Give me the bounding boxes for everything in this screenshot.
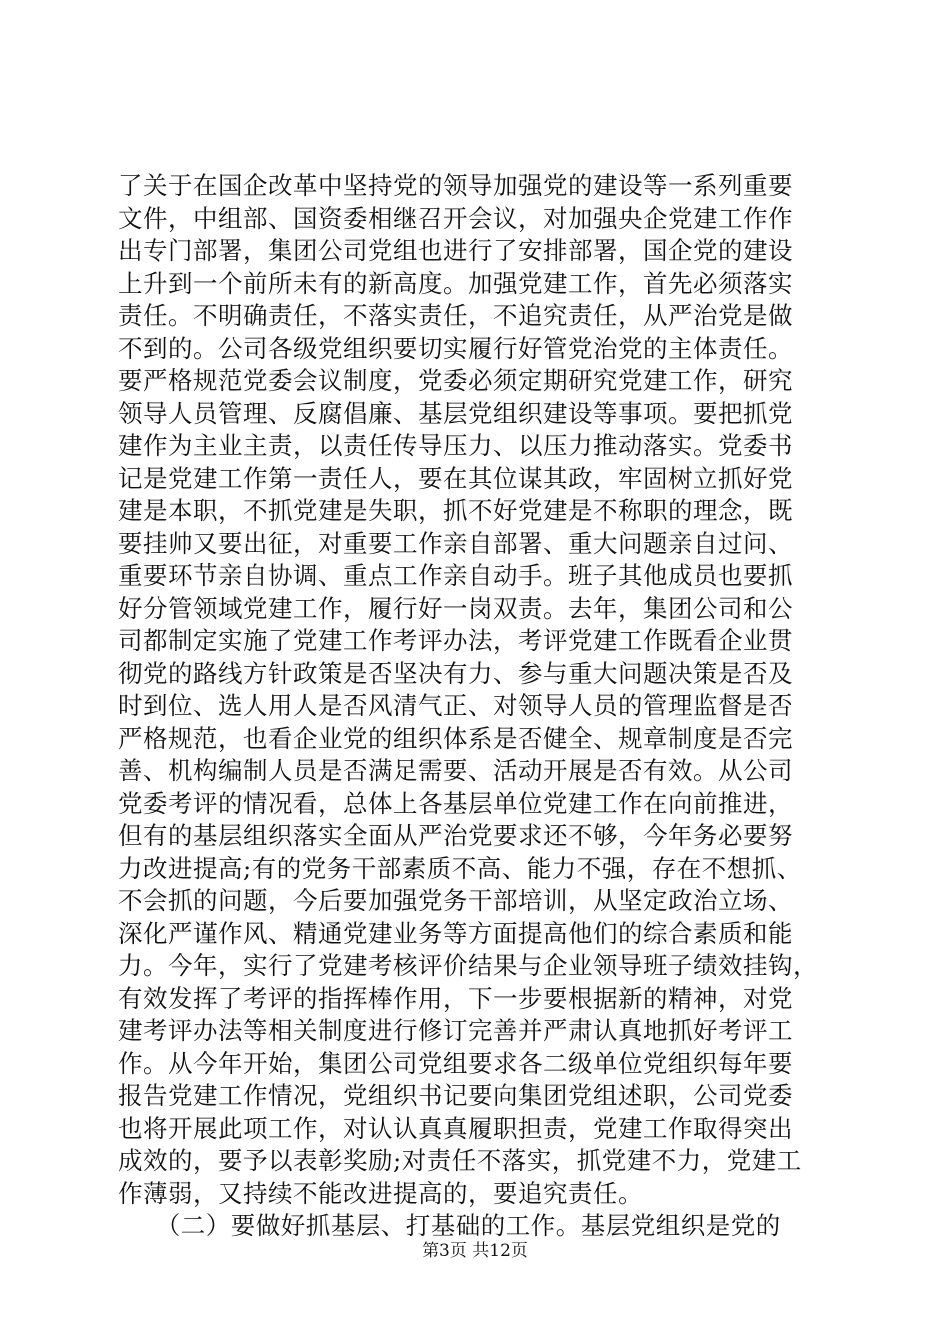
section-heading-line: （二）要做好抓基层、打基础的工作。基层党组织是党的 [118,1211,781,1240]
text-line: 作。从今年开始，集团公司党组要求各二级单位党组织每年要 [118,1048,793,1078]
text-line: 文件，中组部、国资委相继召开会议，对加强央企党建工作作 [118,203,793,233]
text-line: 领导人员管理、反腐倡廉、基层党组织建设等事项。要把抓党 [118,398,793,428]
text-line: 建作为主业主责，以责任传导压力、以压力推动落实。党委书 [118,431,793,460]
text-line: 记是党建工作第一责任人，要在其位谋其政，牢固树立抓好党 [118,463,793,493]
text-line: 也将开展此项工作，对认认真真履职担责，党建工作取得突出 [118,1113,793,1143]
text-line: 彻党的路线方针政策是否坚决有力、参与重大问题决策是否及 [118,658,793,688]
text-line: 力改进提高;有的党务干部素质不高、能力不强，存在不想抓、 [118,853,802,883]
body-text [118,170,838,1243]
text-line: 作薄弱，又持续不能改进提高的，要追究责任。 [118,1178,643,1208]
text-line: 上升到一个前所未有的新高度。加强党建工作，首先必须落实 [118,268,793,298]
page-footer: 第3页 共12页 [422,1241,528,1261]
text-line: 善、机构编制人员是否满足需要、活动开展是否有效。从公司 [118,756,793,785]
text-line: 不会抓的问题，今后要加强党务干部培训，从坚定政治立场、 [118,886,793,915]
text-line: 重要环节亲自协调、重点工作亲自动手。班子其他成员也要抓 [118,561,793,590]
text-line: 出专门部署，集团公司党组也进行了安排部署，国企党的建设 [118,236,793,265]
text-line: 责任。不明确责任，不落实责任，不追究责任，从严治党是做 [118,301,793,330]
text-line: 不到的。公司各级党组织要切实履行好管党治党的主体责任。 [118,333,793,363]
text-line: 力。今年，实行了党建考核评价结果与企业领导班子绩效挂钩， [118,951,818,980]
text-line: 但有的基层组织落实全面从严治党要求还不够，今年务必要努 [118,821,793,850]
text-line: 有效发挥了考评的指挥棒作用，下一步要根据新的精神，对党 [118,983,793,1013]
text-line: 严格规范，也看企业党的组织体系是否健全、规章制度是否完 [118,723,793,753]
text-line: 建考评办法等相关制度进行修订完善并严肃认真地抓好考评工 [118,1016,793,1045]
text-line: 要严格规范党委会议制度，党委必须定期研究党建工作，研究 [118,366,793,395]
text-line: 建是本职，不抓党建是失职，抓不好党建是不称职的理念，既 [118,496,793,525]
text-line: 成效的，要予以表彰奖励;对责任不落实，抓党建不力，党建工 [118,1146,802,1175]
text-line: 要挂帅又要出征，对重要工作亲自部署、重大问题亲自过问、 [118,528,793,558]
text-line: 深化严谨作风、精通党建业务等方面提高他们的综合素质和能 [118,918,793,948]
text-line: 党委考评的情况看，总体上各基层单位党建工作在向前推进， [118,788,793,818]
text-line: 了关于在国企改革中坚持党的领导加强党的建设等一系列重要 [118,171,793,200]
text-line: 司都制定实施了党建工作考评办法，考评党建工作既看企业贯 [118,626,793,655]
text-line: 报告党建工作情况，党组织书记要向集团党组述职，公司党委 [118,1081,793,1110]
text-line: 时到位、选人用人是否风清气正、对领导人员的管理监督是否 [118,691,793,720]
text-line: 好分管领域党建工作，履行好一岗双责。去年，集团公司和公 [118,593,793,623]
